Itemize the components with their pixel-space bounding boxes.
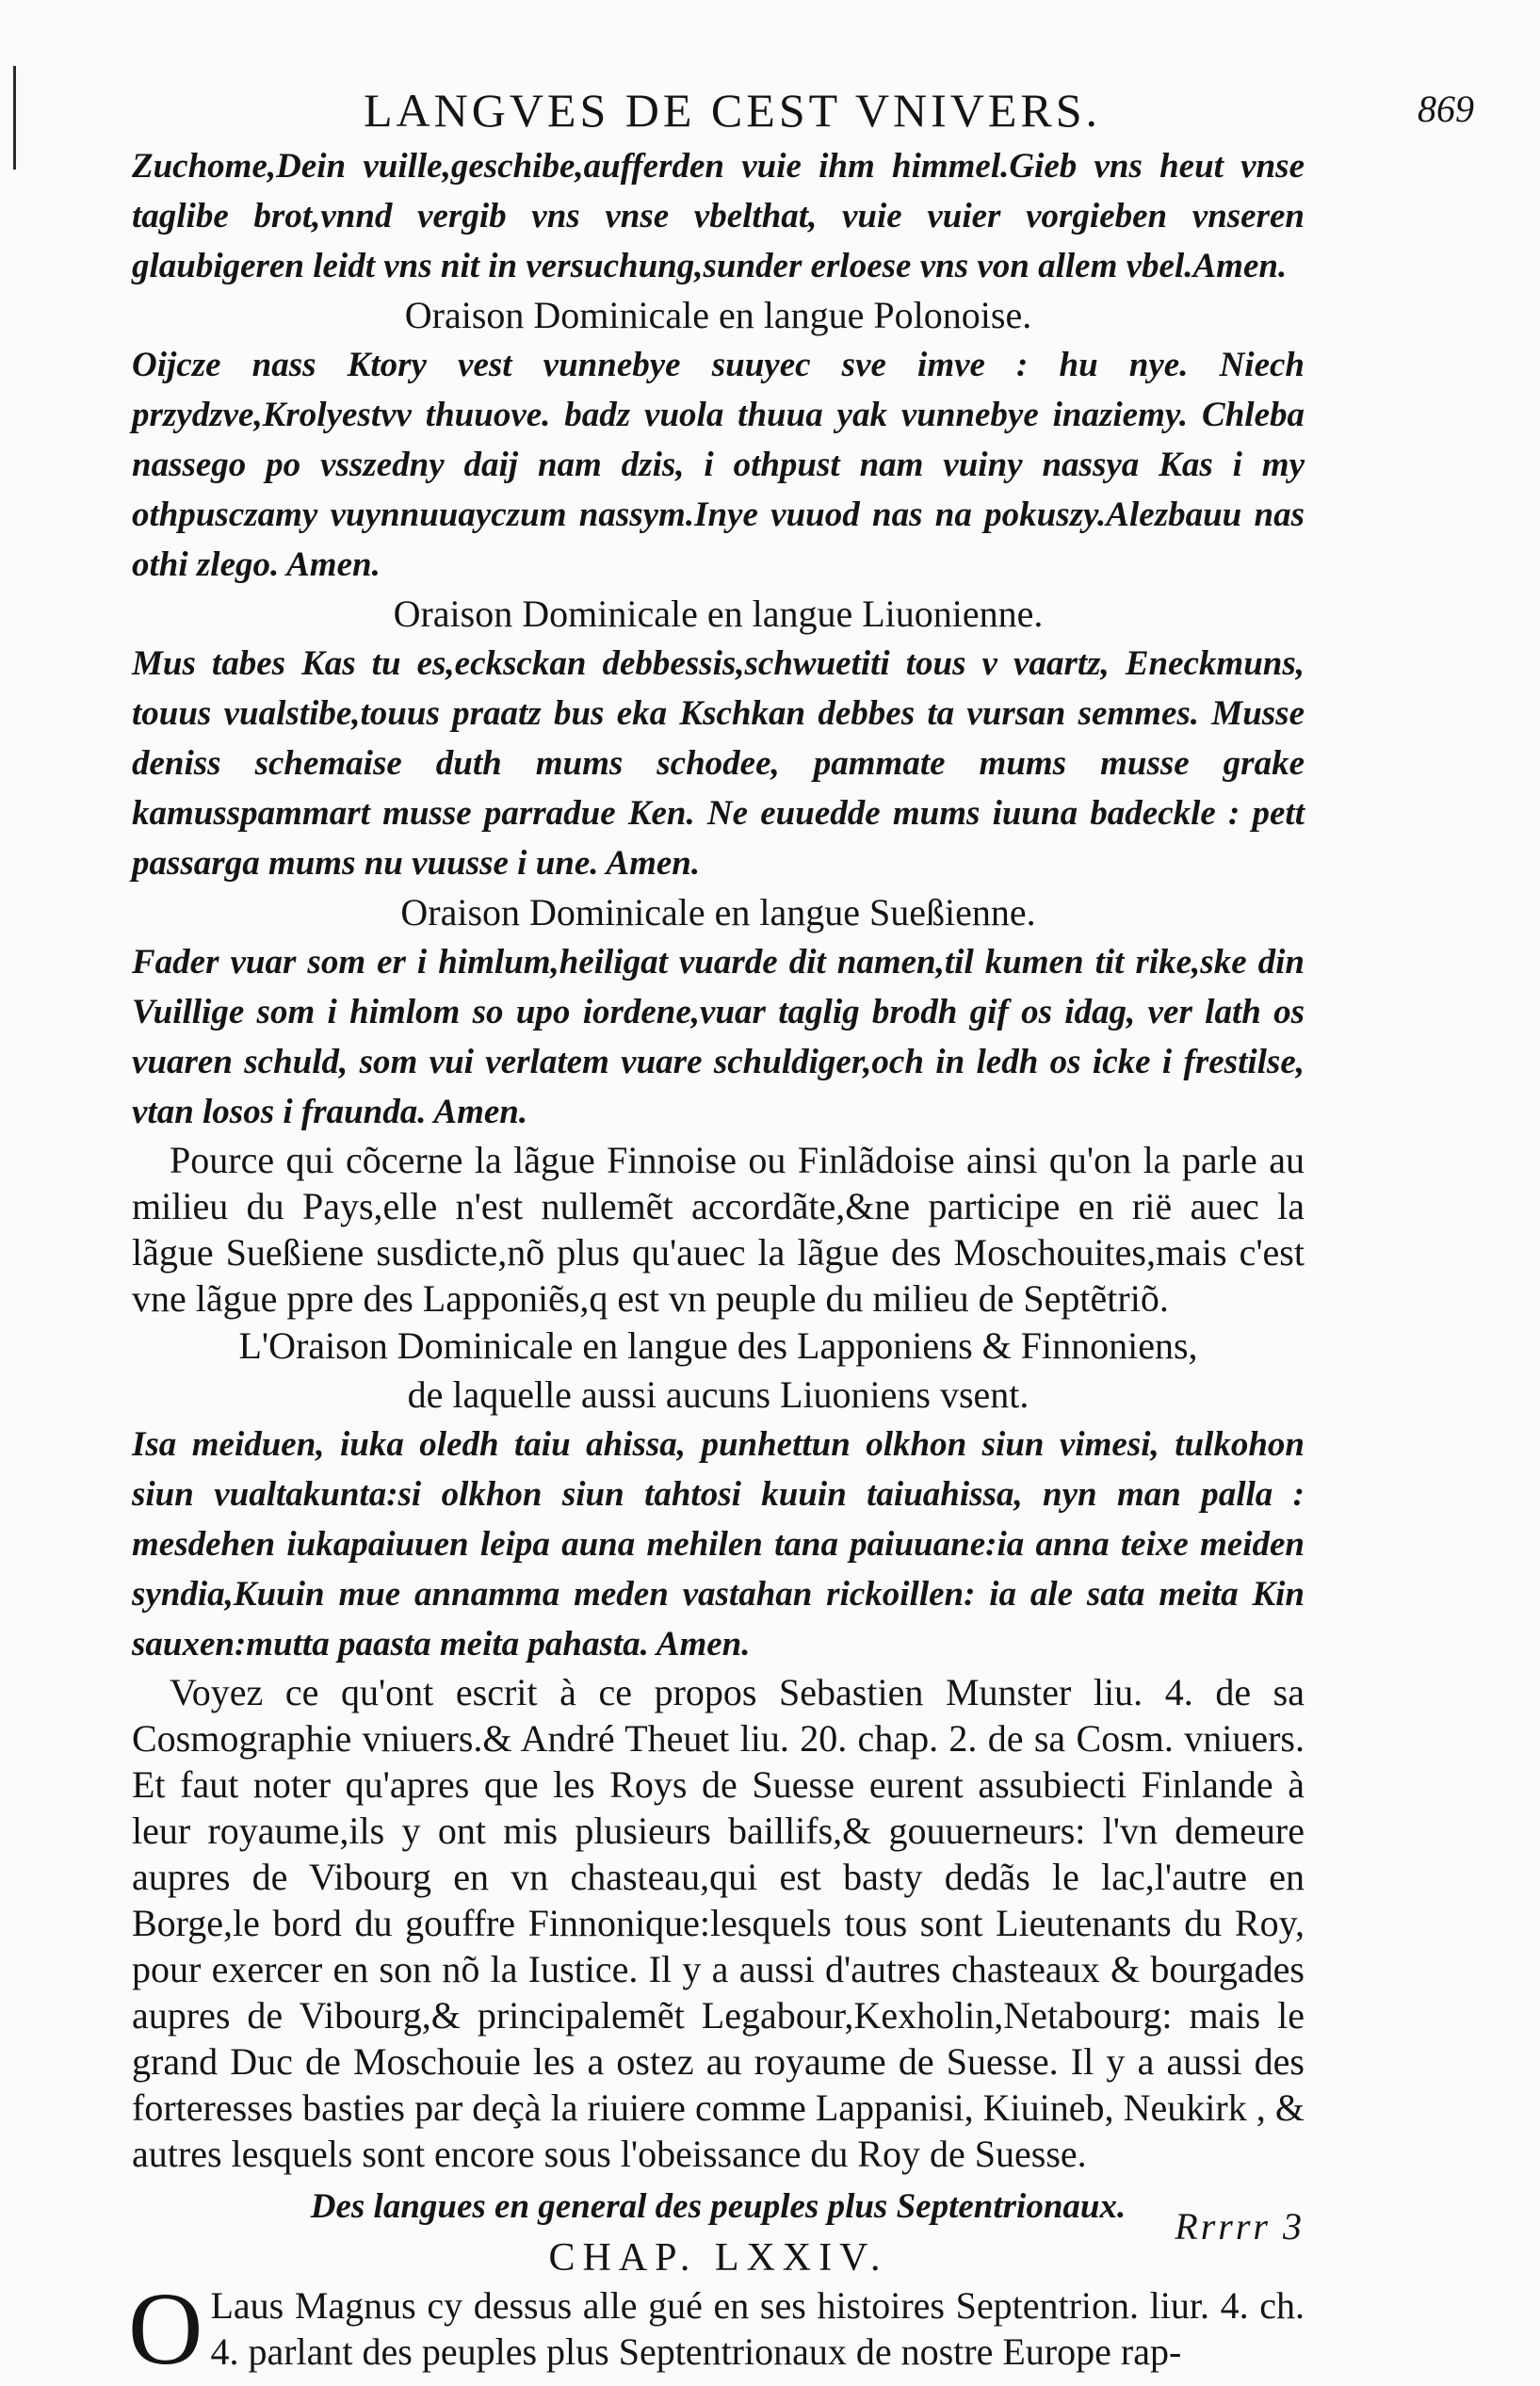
text-block: [128, 141, 1305, 2386]
prayer-german-ending: Zuchome,Dein vuille,geschibe,aufferden vuie ihm himmel.Gieb vns heut vnse taglibe brot,vnnd vergib vns vnse vbelthat, vuie vuier vorgieben vnseren glaubigeren leidt vns nit in versuchung,sunder erloese vns von allem vbel.Amen.: [132, 147, 1305, 285]
paragraph-munster-reference: Voyez ce qu'ont escrit à ce propos Sebastien Munster liu. 4. de sa Cosmographie vniuers.& André Theuet liu. 20. chap. 2. de sa Cosm. vniuers. Et faut noter qu'apres que les Roys de Suesse eurent assubiecti Finlande à leur royaume,ils y ont mis plusieurs baillifs,& gouuerneurs: l'vn demeure aupres de Vibourg en vn chasteau,qui est basty dedãs le lac,l'autre en Borge,le bord du gouffre Finnonique:lesquels tous sont Lieutenants du Roy, pour exercer en son nõ la Iustice. Il y a aussi d'autres chasteaux & bourgades aupres de Vibourg,& principalemẽt Legabour,Kexholin,Netabourg: mais le grand Duc de Moschouie les a ostez au royaume de Suesse. Il y a aussi des forteresses basties par deçà la riuiere comme Lappanisi, Kiuineb, Neukirk , & autres lesquels sont encore sous l'obeissance du Roy de Suesse.: [132, 1671, 1305, 2175]
heading-swedish: Oraison Dominicale en langue Sueßienne.: [400, 891, 1036, 933]
heading-lappish-1: L'Oraison Dominicale en langue des Lapponiens & Finnoniens,: [238, 1324, 1198, 1367]
prayer-swedish: Fader vuar som er i himlum,heiligat vuarde dit namen,til kumen tit rike,ske din Vuillige som i himlom so upo iordene,vuar taglig brodh gif os idag, ver lath os vuaren schuld, som vui verlatem vuare schuldiger,och in ledh os icke i frestilse, vtan losos i fraunda. Amen.: [132, 943, 1305, 1131]
heading-livonian: Oraison Dominicale en langue Liuonienne.: [393, 592, 1044, 635]
chapter-number: CHAP. LXXIV.: [548, 2236, 888, 2280]
heading-lappish-2: de laquelle aussi aucuns Liuoniens vsent.: [407, 1373, 1029, 1416]
page-edge-rule: [13, 66, 16, 170]
page-number: 869: [1418, 88, 1474, 130]
prayer-polish: Oijcze nass Ktory vest vunnebye suuyec sve imve : hu nye. Niech przydzve,Krolyestvv thuuove. badz vuola thuua yak vunnebye inaziemy. Chleba nassego po vsszedny daij nam dzis, i othpust nam vuiny nassya Kas i my othpusczamy vuynnuuayczum nassym.Inye vuuod nas na pokuszy.Alezbauu nas othi zlego. Amen.: [132, 346, 1305, 584]
chapter-opening: [128, 2271, 1305, 2386]
running-head: LANGVES DE CEST VNIVERS.: [363, 84, 1102, 137]
drop-capital: O: [128, 2271, 203, 2386]
heading-polish: Oraison Dominicale en langue Polonoise.: [404, 294, 1032, 336]
signature-mark: Rrrrr 3: [1175, 2205, 1305, 2248]
chapter-opening-text: Laus Magnus cy dessus alle gué en ses histoires Septentrion. liur. 4. ch. 4. parlant des peuples plus Septentrionaux de nostre Europe rap-: [210, 2284, 1305, 2373]
paragraph-finnish-language: Pource qui cõcerne la lãgue Finnoise ou Finlãdoise ainsi qu'on la parle au milieu du Pays,elle n'est nullemẽt accordãte,&ne participe en rië auec la lãgue Sueßiene susdicte,nõ plus qu'auec la lãgue des Moschouites,mais c'est vne lãgue ppre des Lapponiẽs,q est vn peuple du milieu de Septẽtriõ.: [132, 1139, 1305, 1320]
prayer-livonian: Mus tabes Kas tu es,ecksckan debbessis,schwuetiti tous v vaartz, Eneckmuns, touus vualstibe,touus praatz bus eka Kschkan debbes ta vursan semmes. Musse deniss schemaise duth mums schodee, pammate mums musse grake kamusspammart musse parradue Ken. Ne euuedde mums iuuna badeckle : pett passarga mums nu vuusse i une. Amen.: [132, 644, 1305, 883]
prayer-lappish: Isa meiduen, iuka oledh taiu ahissa, punhettun olkhon siun vimesi, tulkohon siun vualtakunta:si olkhon siun tahtosi kuuin taiuahissa, nyn man palla : mesdehen iukapaiuuen leipa auna mehilen tana paiuuane:ia anna teixe meiden syndia,Kuuin mue annamma meden vastahan rickoillen: ia ale sata meita Kin sauxen:mutta paasta meita pahasta. Amen.: [132, 1425, 1305, 1664]
page-header: [132, 83, 1474, 139]
chapter-title: Des langues en general des peuples plus Septentrionaux.: [310, 2187, 1127, 2226]
